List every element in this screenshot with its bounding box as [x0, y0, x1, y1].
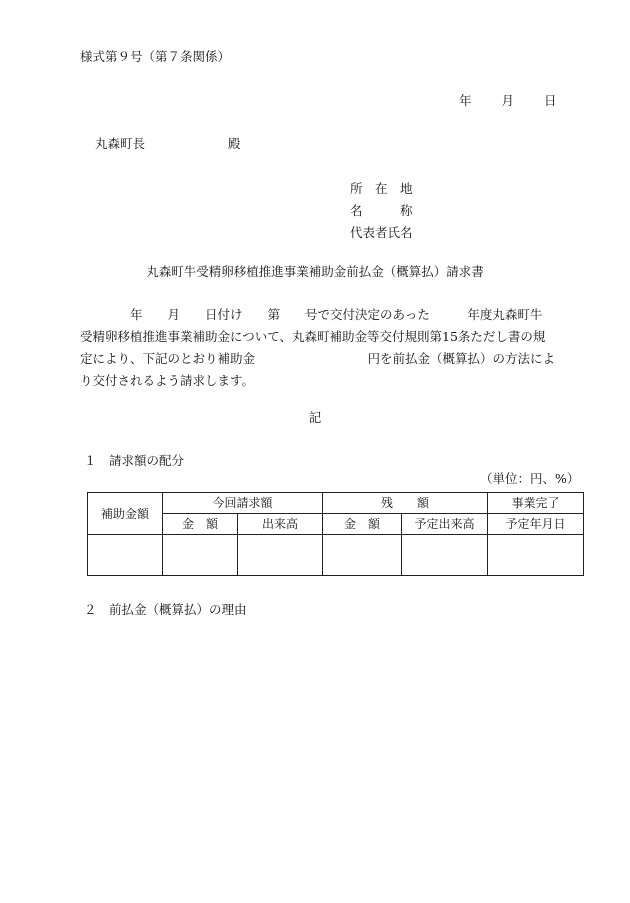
cell-planned-progress[interactable]: [402, 535, 488, 576]
applicant-representative-label: 代表者氏名: [350, 225, 413, 240]
addressee: [95, 136, 241, 151]
addressee-honorific: 殿: [228, 136, 241, 151]
header-completion-line2: 予定年月日: [488, 514, 584, 535]
document-title: 丸森町牛受精卵移植推進事業補助金前払金（概算払）請求書: [146, 264, 484, 279]
applicant-name-label: 名 称: [350, 203, 413, 218]
ki-marker: 記: [308, 410, 322, 425]
date-day-label: 日: [544, 93, 557, 108]
applicant-address-label: 所 在 地: [350, 181, 413, 196]
section2-heading: ２ 前払金（概算払）の理由: [84, 602, 247, 617]
form-number: 様式第９号（第７条関係）: [80, 49, 231, 64]
header-current-request: 今回請求額: [163, 493, 323, 514]
unit-note: （単位：円、%）: [480, 471, 580, 486]
cell-subsidy-amount[interactable]: [88, 535, 163, 576]
applicant-block: [350, 178, 413, 244]
header-remaining: 残 額: [323, 493, 488, 514]
date-line: [459, 95, 557, 108]
body-line-3: 定により、下記のとおり補助金 円を前払金（概算払）の方法によ: [80, 351, 556, 366]
request-body: [80, 304, 560, 392]
cell-current-amount[interactable]: [163, 535, 238, 576]
date-month-label: 月: [501, 93, 515, 108]
allocation-table: [87, 492, 584, 576]
addressee-name: 丸森町長: [95, 136, 146, 151]
body-line-2: 受精卵移植推進事業補助金について、丸森町補助金等交付規則第15条ただし書の規: [80, 329, 546, 344]
cell-completion-date[interactable]: [488, 535, 584, 576]
body-line-4: り交付されるよう請求します。: [80, 373, 255, 388]
header-progress: 出来高: [238, 514, 323, 535]
header-subsidy-amount: 補助金額: [88, 493, 163, 535]
body-line-1: 年 月 日付け 第 号で交付決定のあった 年度丸森町牛: [80, 307, 543, 322]
cell-remaining-amount[interactable]: [323, 535, 402, 576]
cell-current-progress[interactable]: [238, 535, 323, 576]
table-row: [88, 535, 584, 576]
date-year-label: 年: [459, 93, 472, 108]
header-completion-line1: 事業完了: [488, 493, 584, 514]
header-amount-current: 金 額: [163, 514, 238, 535]
header-amount-remaining: 金 額: [323, 514, 402, 535]
header-planned-progress: 予定出来高: [402, 514, 488, 535]
section1-heading: １ 請求額の配分: [84, 453, 185, 468]
